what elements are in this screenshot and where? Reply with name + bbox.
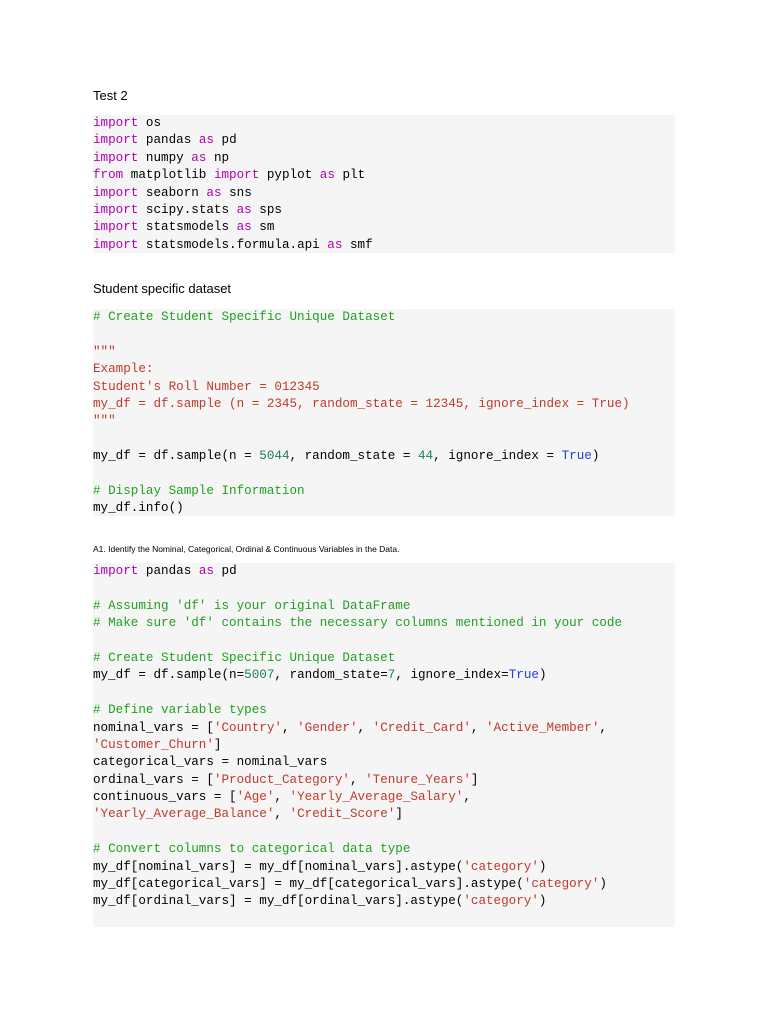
code-token: 'Tenure_Years' [365, 772, 471, 787]
code-token: as [191, 150, 207, 165]
code-token: # Create Student Specific Unique Dataset [93, 310, 396, 324]
code-token: # Create Student Specific Unique Dataset [93, 650, 396, 665]
code-token: 'Yearly_Average_Balance' [93, 807, 275, 822]
code-token: ordinal_vars = [ [93, 772, 214, 787]
section-title-test: Test 2 [93, 88, 128, 103]
code-token: , random_state = [289, 449, 418, 464]
code-line [93, 737, 675, 754]
code-token: nominal_vars = [ [93, 720, 214, 735]
code-token: import [93, 116, 139, 130]
code-line [93, 219, 675, 236]
code-token: 'Customer_Churn' [93, 737, 214, 752]
code-token: """ [93, 414, 116, 429]
code-line [93, 379, 675, 396]
code-line [93, 876, 675, 893]
code-token: plt [334, 168, 366, 183]
code-token: my_df[categorical_vars] = my_df[categorical_vars].astype( [93, 877, 524, 892]
code-line [93, 132, 675, 149]
code-line [93, 115, 675, 132]
code-token: # Assuming 'df' is your original DataFrame [93, 598, 411, 613]
code-line [93, 772, 675, 789]
code-token: 5007 [244, 668, 275, 683]
code-line [93, 500, 675, 517]
code-token: # Make sure 'df' contains the necessary columns mentioned in your code [93, 616, 623, 631]
code-token: ] [470, 772, 479, 787]
code-token: 'category' [463, 859, 539, 874]
code-token: ) [538, 668, 547, 683]
code-token: seaborn [138, 185, 207, 200]
code-line [93, 685, 675, 702]
code-token: , [470, 720, 487, 735]
code-token: import [93, 133, 139, 148]
code-token: np [206, 150, 230, 165]
section-title-dataset: Student specific dataset [93, 281, 232, 296]
code-line [93, 237, 675, 254]
code-token: my_df = df.sample(n = [93, 449, 260, 464]
code-token: statsmodels.formula.api [138, 237, 328, 252]
code-token: , [463, 790, 471, 805]
code-line [93, 413, 675, 430]
code-token: as [236, 202, 252, 217]
code-token: categorical_vars = nominal_vars [93, 755, 328, 770]
code-line [93, 667, 675, 684]
code-token: as [319, 168, 335, 183]
code-line [93, 789, 675, 806]
code-token: my_df = df.sample (n = 2345, random_state = 12345, ignore_index = True) [93, 396, 630, 411]
code-line [93, 841, 675, 858]
code-line [93, 720, 675, 737]
code-token: , random_state= [274, 668, 388, 683]
code-token: sm [251, 220, 275, 235]
code-token: 'Active_Member' [486, 720, 600, 735]
code-token: sns [221, 185, 252, 200]
code-line [93, 650, 675, 667]
code-line [93, 633, 675, 650]
code-token: import [213, 168, 260, 183]
code-line [93, 754, 675, 771]
code-line [93, 150, 675, 167]
code-token: , [357, 720, 373, 735]
code-token: , [274, 807, 290, 822]
code-token: # Define variable types [93, 703, 267, 718]
code-token: pd [213, 564, 237, 578]
code-token: 'category' [463, 894, 539, 909]
code-line [93, 466, 675, 483]
code-block-variables [93, 563, 675, 927]
code-token: import [93, 237, 139, 252]
code-token: my_df = df.sample(n= [93, 668, 245, 683]
code-line [93, 580, 675, 597]
code-line [93, 344, 675, 361]
code-token: scipy.stats [138, 202, 237, 217]
code-line [93, 396, 675, 413]
code-token: my_df.info() [93, 501, 184, 516]
code-line [93, 893, 675, 910]
code-token: , [599, 720, 607, 735]
code-line [93, 702, 675, 719]
code-token: True [508, 668, 539, 683]
code-token: ] [213, 737, 222, 752]
code-token: , [281, 720, 298, 735]
code-token: as [198, 564, 214, 578]
code-token: import [93, 564, 139, 578]
code-token: as [236, 220, 252, 235]
code-token: pd [213, 133, 237, 148]
code-line [93, 167, 675, 184]
code-line [93, 448, 675, 465]
code-token: ] [395, 807, 403, 822]
code-line [93, 806, 675, 823]
code-line [93, 615, 675, 632]
code-line [93, 361, 675, 378]
code-token: Example: [93, 362, 154, 377]
code-token: # Convert columns to categorical data type [93, 842, 411, 857]
code-token: 44 [417, 449, 434, 464]
code-token: pyplot [259, 168, 320, 183]
code-token: 'Gender' [297, 720, 358, 735]
code-token: Student's Roll Number = 012345 [93, 379, 320, 394]
code-line [93, 309, 675, 326]
code-line [93, 859, 675, 876]
code-line [93, 598, 675, 615]
code-token: 'Credit_Card' [372, 720, 471, 735]
code-token: , ignore_index= [395, 668, 509, 683]
code-token: ) [591, 449, 600, 464]
code-token: True [561, 449, 592, 464]
code-token: 'Credit_Score' [289, 807, 396, 822]
code-line [93, 824, 675, 841]
code-token: os [138, 116, 162, 130]
code-token: ) [538, 859, 547, 874]
code-token: as [198, 133, 214, 148]
code-token: 'Yearly_Average_Salary' [289, 790, 464, 805]
code-line [93, 185, 675, 202]
code-token: , [349, 772, 366, 787]
code-line [93, 326, 675, 343]
code-line [93, 431, 675, 448]
code-token: import [93, 185, 139, 200]
code-token: import [93, 220, 139, 235]
code-token: matplotlib [123, 168, 214, 183]
code-token: statsmodels [138, 220, 237, 235]
code-token: pandas [138, 133, 199, 148]
code-token: 'Country' [213, 720, 282, 735]
code-token: # Display Sample Information [93, 483, 305, 498]
code-block-dataset [93, 309, 675, 516]
code-token: ) [599, 877, 607, 892]
code-token: , ignore_index = [433, 449, 562, 464]
code-token: , [274, 790, 290, 805]
code-token: smf [342, 237, 373, 252]
code-line [93, 563, 675, 580]
code-token: my_df[nominal_vars] = my_df[nominal_vars].astype( [93, 859, 464, 874]
code-block-imports [93, 115, 675, 253]
code-line [93, 202, 675, 219]
code-token: import [93, 202, 139, 217]
code-line [93, 483, 675, 500]
code-token: sps [251, 202, 282, 217]
code-token: """ [93, 344, 116, 359]
code-token: from [93, 168, 124, 183]
code-token: import [93, 150, 139, 165]
code-token: 'Product_Category' [213, 772, 350, 787]
code-token: as [206, 185, 222, 200]
code-token: 7 [387, 668, 396, 683]
code-token: 5044 [259, 449, 290, 464]
code-token: as [327, 237, 343, 252]
code-token: continuous_vars = [ [93, 790, 237, 805]
code-token: my_df[ordinal_vars] = my_df[ordinal_vars].astype( [93, 894, 464, 909]
code-token: 'Age' [236, 790, 275, 805]
code-token: 'category' [523, 877, 600, 892]
code-token: ) [538, 894, 547, 909]
section-title-a1: A1. Identify the Nominal, Categorical, Ordinal & Continuous Variables in the Data. [93, 544, 400, 554]
code-token: pandas [138, 564, 199, 578]
code-token: numpy [138, 150, 192, 165]
